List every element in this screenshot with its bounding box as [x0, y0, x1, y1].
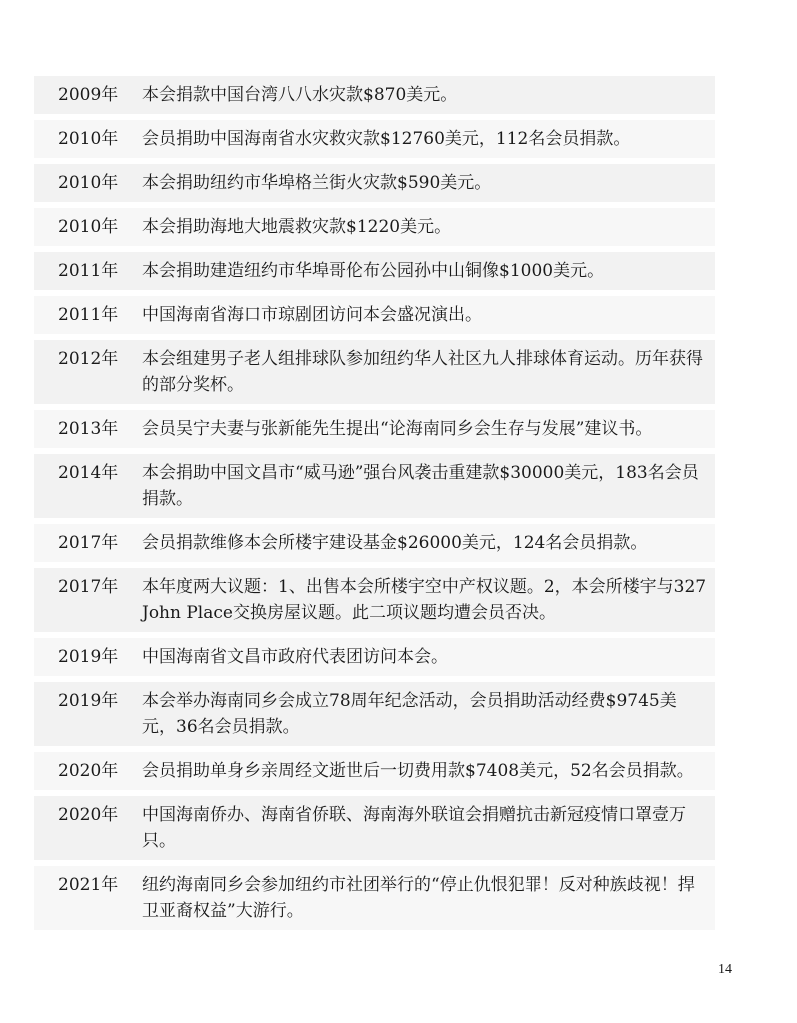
timeline-entry	[34, 524, 715, 562]
timeline-entry	[34, 252, 715, 290]
entry-year: 2017年	[58, 577, 119, 597]
entry-year: 2012年	[58, 349, 119, 369]
timeline-list	[34, 76, 715, 936]
entry-year: 2010年	[58, 217, 119, 237]
entry-year: 2021年	[58, 875, 119, 895]
entry-year: 2010年	[58, 173, 119, 193]
timeline-entry	[34, 164, 715, 202]
timeline-entry	[34, 454, 715, 518]
timeline-entry	[34, 752, 715, 790]
timeline-entry	[34, 76, 715, 114]
entry-text: 本会捐款中国台湾八八水灾款$870美元。	[142, 85, 458, 105]
timeline-entry	[34, 568, 715, 632]
entry-text: 中国海南侨办、海南省侨联、海南海外联谊会捐赠抗击新冠疫情口罩壹万只。	[142, 805, 686, 851]
entry-year: 2019年	[58, 647, 119, 667]
entry-text: 本会举办海南同乡会成立78周年纪念活动，会员捐助活动经费$9745美元，36名会员捐款。	[142, 691, 677, 737]
entry-text: 本会捐助中国文昌市“威马逊”强台风袭击重建款$30000美元，183名会员捐款。	[142, 463, 699, 509]
entry-text: 本会捐助纽约市华埠格兰街火灾款$590美元。	[142, 173, 492, 193]
timeline-entry	[34, 796, 715, 860]
entry-text: 本会捐助建造纽约市华埠哥伦布公园孙中山铜像$1000美元。	[142, 261, 605, 281]
timeline-entry	[34, 682, 715, 746]
timeline-entry	[34, 120, 715, 158]
timeline-entry	[34, 866, 715, 930]
timeline-entry	[34, 410, 715, 448]
entry-year: 2011年	[58, 305, 119, 325]
entry-text: 本年度两大议题：1、出售本会所楼宇空中产权议题。2，本会所楼宇与327 John Place交换房屋议题。此二项议题均遭会员否决。	[142, 577, 707, 623]
page-number: 14	[718, 962, 732, 977]
entry-year: 2011年	[58, 261, 119, 281]
entry-text: 中国海南省文昌市政府代表团访问本会。	[142, 647, 448, 667]
timeline-entry	[34, 340, 715, 404]
entry-year: 2020年	[58, 761, 119, 781]
entry-text: 中国海南省海口市琼剧团访问本会盛况演出。	[142, 305, 482, 325]
entry-text: 会员捐助中国海南省水灾救灾款$12760美元，112名会员捐款。	[142, 129, 631, 149]
entry-text: 纽约海南同乡会参加纽约市社团举行的“停止仇恨犯罪！反对种族歧视！捍卫亚裔权益”大游行。	[142, 875, 695, 921]
entry-year: 2017年	[58, 533, 119, 553]
timeline-entry	[34, 208, 715, 246]
entry-text: 会员吴宁夫妻与张新能先生提出“论海南同乡会生存与发展”建议书。	[142, 419, 653, 439]
entry-year: 2014年	[58, 463, 119, 483]
entry-text: 会员捐助单身乡亲周经文逝世后一切费用款$7408美元，52名会员捐款。	[142, 761, 694, 781]
timeline-entry	[34, 638, 715, 676]
entry-text: 本会组建男子老人组排球队参加纽约华人社区九人排球体育运动。历年获得的部分奖杯。	[142, 349, 703, 395]
timeline-entry	[34, 296, 715, 334]
entry-year: 2020年	[58, 805, 119, 825]
entry-year: 2019年	[58, 691, 119, 711]
entry-year: 2013年	[58, 419, 119, 439]
entry-text: 会员捐款维修本会所楼宇建设基金$26000美元，124名会员捐款。	[142, 533, 648, 553]
entry-year: 2010年	[58, 129, 119, 149]
entry-year: 2009年	[58, 85, 119, 105]
entry-text: 本会捐助海地大地震救灾款$1220美元。	[142, 217, 452, 237]
